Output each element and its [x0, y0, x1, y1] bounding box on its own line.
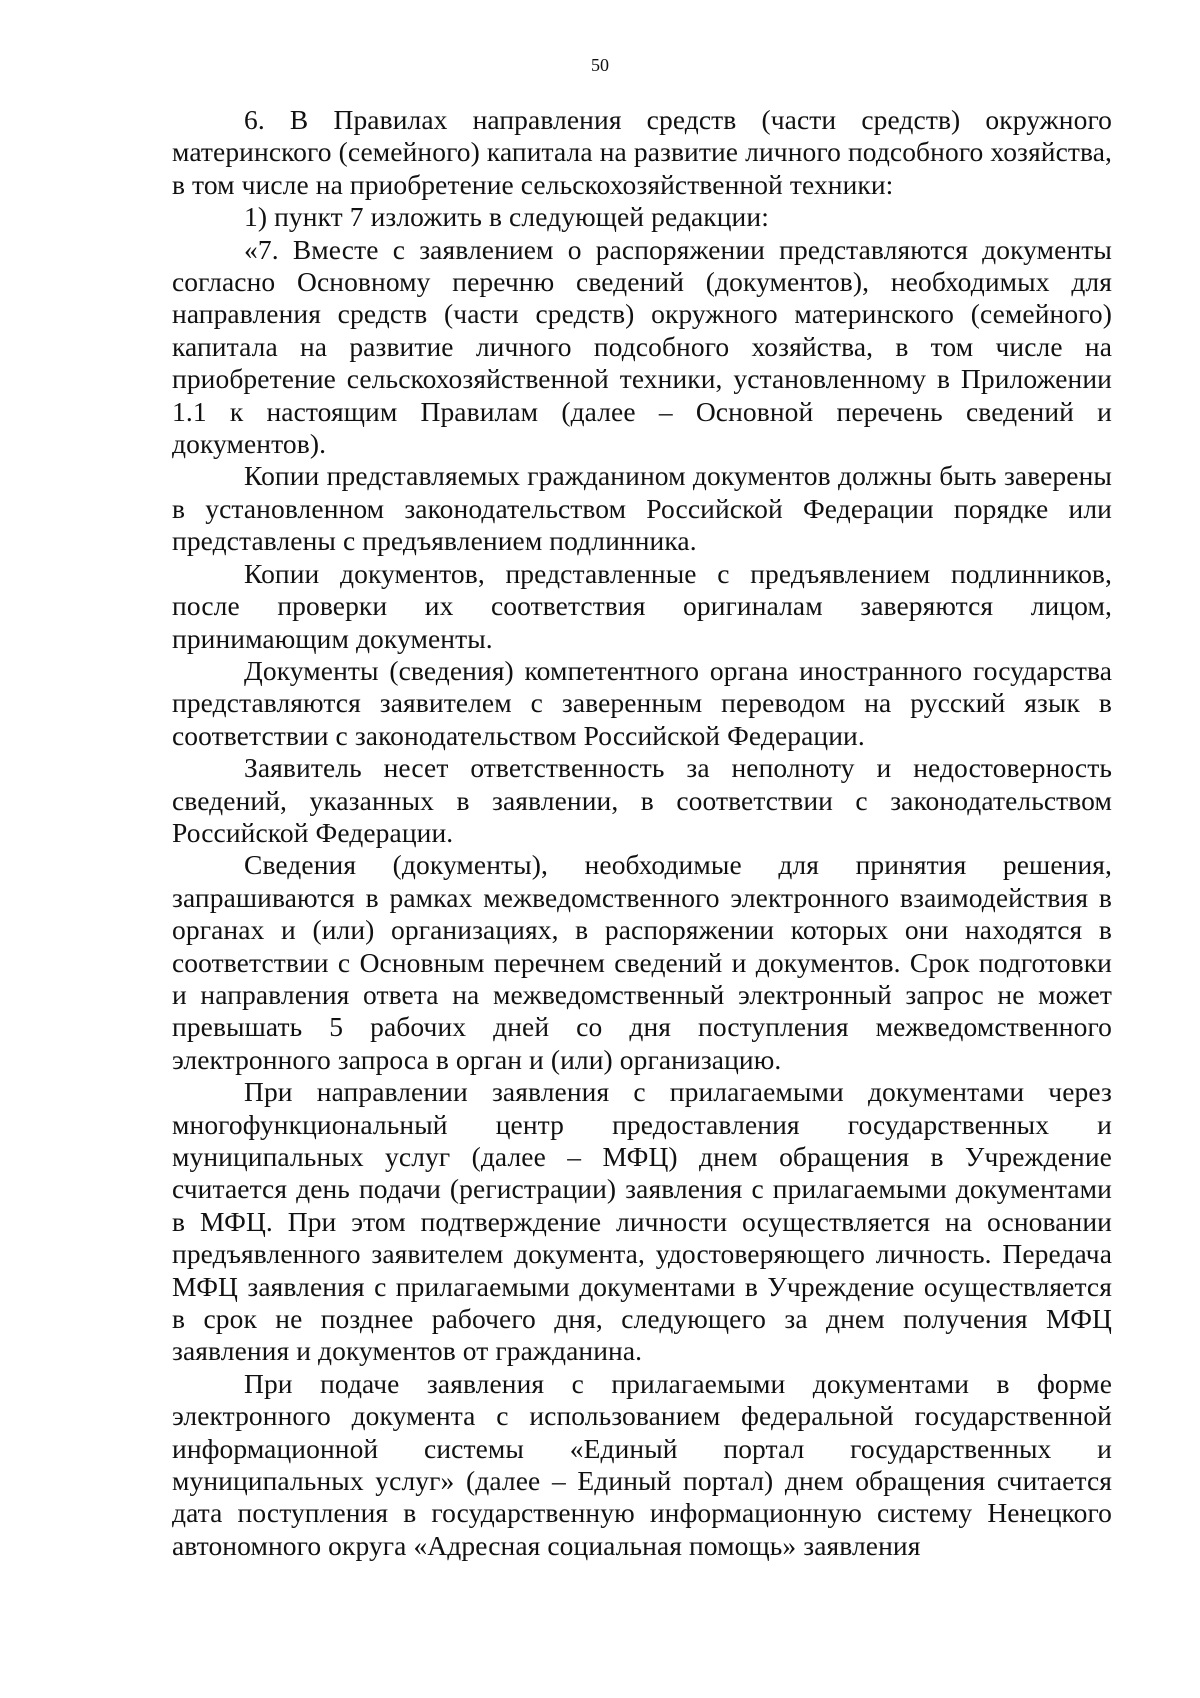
paragraph-copies-verified: Копии документов, представленные с предъявлением подлинников, после проверки их соответствия оригиналам заверяются лицом, принимающим документы.: [172, 557, 1112, 654]
paragraph-interagency-requests: Сведения (документы), необходимые для принятия решения, запрашиваются в рамках межведомственного электронного взаимодействия в органах и (или) организациях, в распоряжении которых они находятся в соответствии с Основным перечнем сведений и документов. Срок подготовки и направления ответа на межведомственный электронный запрос не может превышать 5 рабочих дней со дня поступления межведомственного электронного запроса в орган и (или) организацию.: [172, 849, 1112, 1075]
paragraph-mfc-submission: При направлении заявления с прилагаемыми документами через многофункциональный центр предоставления государственных и муниципальных услуг (далее – МФЦ) днем обращения в Учреждение считается день подачи (регистрации) заявления с прилагаемыми документами в МФЦ. При этом подтверждение личности осуществляется на основании предъявленного заявителем документа, удостоверяющего личность. Передача МФЦ заявления с прилагаемыми документами в Учреждение осуществляется в срок не позднее рабочего дня, следующего за днем получения МФЦ заявления и документов от гражданина.: [172, 1076, 1112, 1367]
paragraph-electronic-submission: При подаче заявления с прилагаемыми документами в форме электронного документа с использованием федеральной государственной информационной системы «Единый портал государственных и муниципальных услуг» (далее – Единый портал) днем обращения считается дата поступления в государственную информационную систему Ненецкого автономного округа «Адресная социальная помощь» заявления: [172, 1367, 1112, 1561]
document-body: [172, 104, 1112, 1562]
paragraph-intro: 6. В Правилах направления средств (части средств) окружного материнского (семейного) капитала на развитие личного подсобного хозяйства, в том числе на приобретение сельскохозяйственной техники:: [172, 104, 1112, 200]
paragraph-copies-certified: Копии представляемых гражданином документов должны быть заверены в установленном законодательством Российской Федерации порядке или представлены с предъявлением подлинника.: [172, 460, 1112, 557]
paragraph-point-7: «7. Вместе с заявлением о распоряжении представляются документы согласно Основному перечню сведений (документов), необходимых для направления средств (части средств) окружного материнского (семейного) капитала на развитие личного подсобного хозяйства, в том числе на приобретение сельскохозяйственной техники, установленному в Приложении 1.1 к настоящим Правилам (далее – Основной перечень сведений и документов).: [172, 233, 1112, 460]
paragraph-item-1: 1) пункт 7 изложить в следующей редакции:: [244, 201, 769, 233]
page-number: 50: [591, 55, 609, 75]
paragraph-foreign-documents: Документы (сведения) компетентного органа иностранного государства представляются заявителем с заверенным переводом на русский язык в соответствии с законодательством Российской Федерации.: [172, 654, 1112, 751]
paragraph-applicant-responsibility: Заявитель несет ответственность за неполноту и недостоверность сведений, указанных в заявлении, в соответствии с законодательством Российской Федерации.: [172, 752, 1112, 848]
